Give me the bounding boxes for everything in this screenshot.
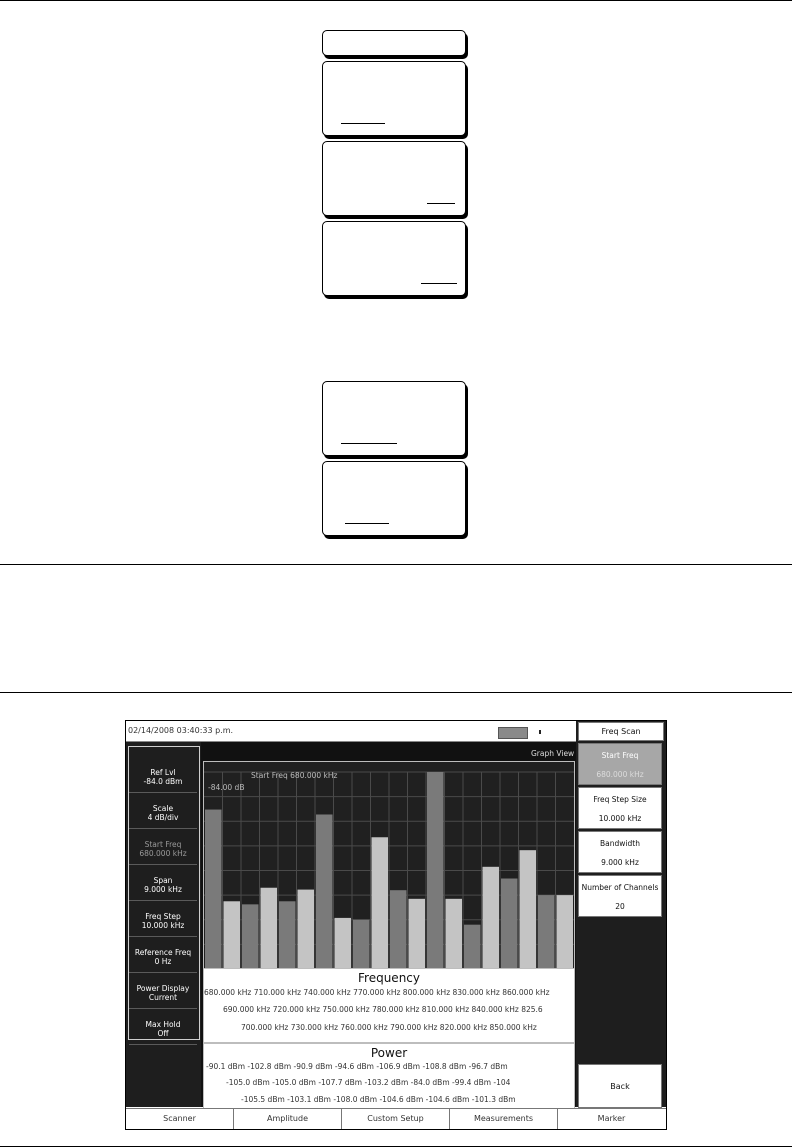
status-bar	[126, 721, 576, 742]
instrument-screen	[125, 720, 667, 1130]
setting-value: 4 dB/div	[147, 813, 179, 822]
section-rule-1	[0, 564, 792, 565]
setting-label: Ref Lvl	[150, 768, 176, 777]
setting-label: Start Freq	[144, 840, 182, 849]
setting-value: 10.000 kHz	[141, 921, 185, 930]
bottom-rule	[0, 1146, 792, 1147]
menu-title-key[interactable]	[322, 30, 466, 56]
setting-label: Power Display	[136, 984, 190, 993]
start-freq-key[interactable]	[578, 743, 662, 785]
chart-svg	[204, 762, 574, 969]
frequency-title: Frequency	[358, 971, 420, 985]
settings-panel	[126, 742, 201, 1107]
softkey-1[interactable]	[322, 61, 466, 136]
chart-bar	[538, 895, 555, 969]
bandwidth-key[interactable]	[578, 831, 662, 873]
frequency-row-3: 700.000 kHz 730.000 kHz 760.000 kHz 790.000 kHz 820.000 kHz 850.000 kHz	[241, 1023, 537, 1032]
chart-bar	[279, 901, 296, 969]
top-rule	[0, 0, 792, 1]
menu-title: Freq Scan	[578, 722, 664, 741]
chart-bar	[501, 879, 518, 969]
number-of-channels-key-value: 20	[615, 902, 625, 911]
tab-measurements[interactable]: Measurements	[450, 1109, 558, 1129]
power-row-3: -105.5 dBm -103.1 dBm -108.0 dBm -104.6 dBm -104.6 dBm -101.3 dBm	[241, 1095, 516, 1104]
setting-label: Reference Freq	[134, 948, 192, 957]
chart-bar	[409, 899, 426, 969]
softkey-underline	[341, 123, 385, 124]
setting-value: -84.0 dBm	[143, 777, 183, 786]
freq-step-size-key-label: Freq Step Size	[593, 795, 647, 804]
frequency-table	[203, 968, 575, 1043]
setting-span	[129, 870, 197, 901]
chart-bar	[557, 895, 574, 969]
section-rule-2	[0, 692, 792, 693]
freq-step-size-key-value: 10.000 kHz	[598, 814, 642, 823]
bottom-menu-bar	[126, 1108, 666, 1130]
chart-title: Start Freq 680.000 kHz	[251, 771, 338, 780]
bandwidth-key-value: 9.000 kHz	[601, 858, 639, 867]
softkey-5[interactable]	[322, 461, 466, 536]
power-table	[203, 1043, 575, 1109]
bandwidth-key-label: Bandwidth	[600, 839, 640, 848]
frequency-row-2: 690.000 kHz 720.000 kHz 750.000 kHz 780.000 kHz 810.000 kHz 840.000 kHz 825.6	[223, 1005, 543, 1014]
chart-bar	[446, 899, 463, 969]
setting-value: Off	[157, 1029, 169, 1038]
softkey-3[interactable]	[322, 221, 466, 296]
tab-amplitude[interactable]: Amplitude	[234, 1109, 342, 1129]
datetime: 02/14/2008 03:40:33 p.m.	[128, 726, 234, 735]
setting-label: Max Hold	[145, 1020, 181, 1029]
chart-bar	[353, 920, 370, 969]
bar-chart	[203, 761, 575, 970]
chart-bar	[316, 814, 333, 969]
softkey-underline	[345, 523, 389, 524]
tab-scanner[interactable]: Scanner	[126, 1109, 234, 1129]
tab-custom-setup[interactable]: Custom Setup	[342, 1109, 450, 1129]
freq-step-size-key[interactable]	[578, 787, 662, 829]
setting-power-display	[129, 978, 197, 1009]
number-of-channels-key-label: Number of Channels	[581, 883, 659, 892]
setting-ref-lvl	[129, 762, 197, 793]
softkey-underline	[427, 203, 455, 204]
setting-start-freq	[129, 834, 197, 865]
chart-bar	[464, 925, 481, 969]
softkey-underline	[421, 283, 457, 284]
power-title: Power	[370, 1046, 408, 1060]
chart-bar	[483, 867, 500, 969]
start-freq-key-value: 680.000 kHz	[596, 770, 644, 779]
setting-value: 0 Hz	[154, 957, 172, 966]
chart-bar	[224, 901, 241, 969]
chart-bar	[335, 918, 352, 969]
softkey-underline	[341, 443, 397, 444]
chart-bar	[242, 904, 259, 969]
setting-value: 680.000 kHz	[139, 849, 187, 858]
frequency-row-1: 680.000 kHz 710.000 kHz 740.000 kHz 770.000 kHz 800.000 kHz 830.000 kHz 860.000 kHz	[204, 988, 550, 997]
chart-bar	[205, 810, 222, 969]
setting-label: Span	[153, 876, 173, 885]
power-row-1: -90.1 dBm -102.8 dBm -90.9 dBm -94.6 dBm -106.9 dBm -108.8 dBm -96.7 dBm	[206, 1062, 508, 1071]
setting-value: 9.000 kHz	[144, 885, 182, 894]
battery-tip-icon	[539, 730, 541, 734]
setting-value: Current	[148, 993, 178, 1002]
number-of-channels-key[interactable]	[578, 875, 662, 917]
setting-label: Scale	[152, 804, 174, 813]
tab-marker[interactable]: Marker	[597, 1114, 626, 1123]
setting-scale	[129, 798, 197, 829]
setting-max-hold	[129, 1014, 197, 1045]
setting-reference-freq	[129, 942, 197, 973]
battery-icon	[498, 727, 528, 739]
power-row-2: -105.0 dBm -105.0 dBm -107.7 dBm -103.2 dBm -84.0 dBm -99.4 dBm -104	[226, 1078, 511, 1087]
chart-bar	[372, 837, 389, 969]
ref-level-label: -84.00 dB	[208, 783, 245, 792]
graph-view-label: Graph View	[531, 749, 575, 758]
back-key[interactable]: Back	[578, 1064, 662, 1108]
setting-label: Freq Step	[145, 912, 181, 921]
softkey-4[interactable]	[322, 381, 466, 456]
chart-bar	[427, 772, 444, 969]
chart-bar	[261, 888, 278, 969]
softkey-2[interactable]	[322, 141, 466, 216]
chart-bar	[298, 890, 315, 969]
start-freq-key-label: Start Freq	[601, 751, 639, 760]
setting-freq-step	[129, 906, 197, 937]
chart-bar	[390, 890, 407, 969]
chart-bar	[520, 850, 537, 969]
